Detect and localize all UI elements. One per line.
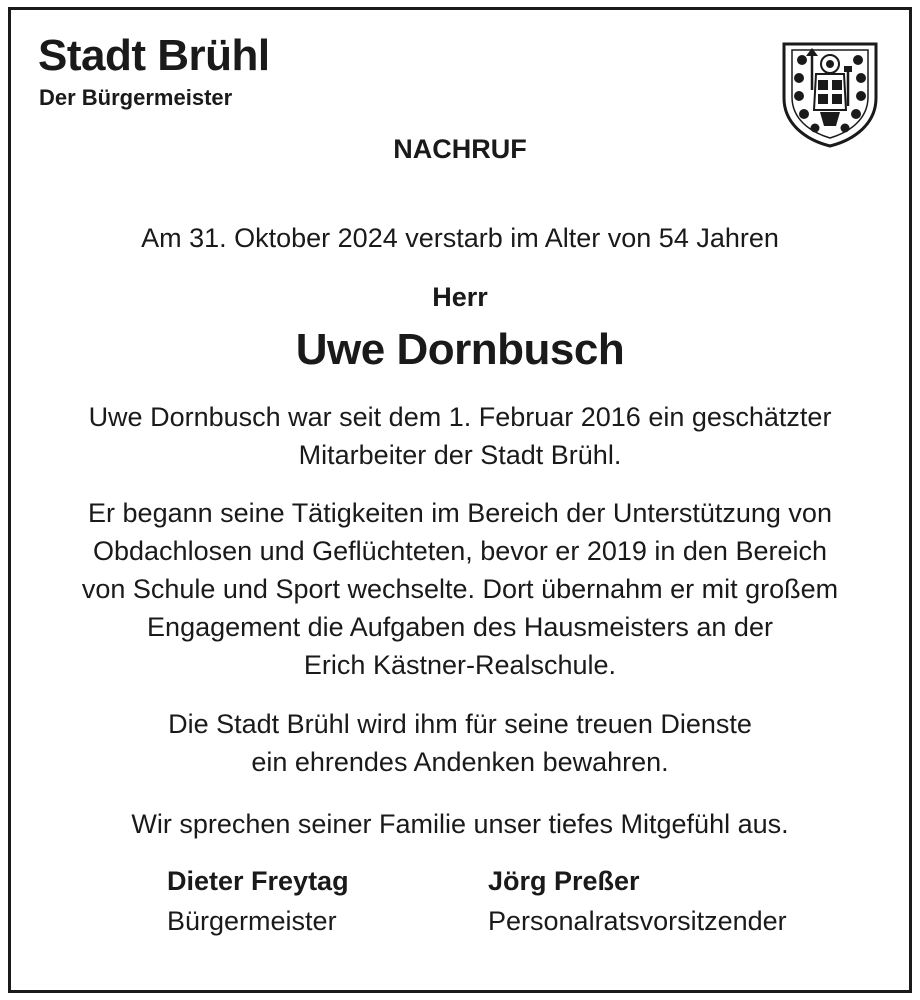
paragraph-line: von Schule und Sport wechselte. Dort übernahm er mit großem <box>81 574 839 604</box>
paragraph-line: Wir sprechen seiner Familie unser tiefes Mitgefühl aus. <box>131 809 789 839</box>
paragraph-line: Er begann seine Tätigkeiten im Bereich der Unterstützung von <box>88 498 832 528</box>
paragraph-employment <box>20 398 900 474</box>
paragraph-line: ein ehrendes Andenken bewahren. <box>251 747 669 777</box>
salutation: Herr <box>432 282 488 312</box>
signatory-title-mayor: Bürgermeister <box>167 906 337 936</box>
paragraph-line: Uwe Dornbusch war seit dem 1. Februar 2016 ein geschätzter <box>88 402 832 432</box>
paragraph-line: Erich Kästner-Realschule. <box>303 650 617 680</box>
organization-title: Stadt Brühl <box>38 31 270 80</box>
signatory-name-mayor: Dieter Freytag <box>167 866 349 896</box>
paragraph-remembrance <box>20 705 900 781</box>
paragraph-line: Die Stadt Brühl wird ihm für seine treuen Dienste <box>168 709 752 739</box>
signatory-name-council-chair: Jörg Preßer <box>488 866 640 896</box>
paragraph-line: Obdachlosen und Geflüchteten, bevor er 2019 in den Bereich <box>93 536 827 566</box>
city-coat-of-arms-icon <box>780 40 880 150</box>
paragraph-line: Engagement die Aufgaben des Hausmeisters an der <box>147 612 773 642</box>
notice-heading: NACHRUF <box>393 134 527 164</box>
deceased-name: Uwe Dornbusch <box>295 325 625 374</box>
death-announcement: Am 31. Oktober 2024 verstarb im Alter von 54 Jahren <box>141 223 779 253</box>
office-subtitle: Der Bürgermeister <box>39 85 233 110</box>
paragraph-career <box>20 494 900 684</box>
paragraph-line: Mitarbeiter der Stadt Brühl. <box>298 440 622 470</box>
paragraph-condolence <box>20 805 900 843</box>
signatory-title-council-chair: Personalratsvorsitzender <box>488 906 787 936</box>
